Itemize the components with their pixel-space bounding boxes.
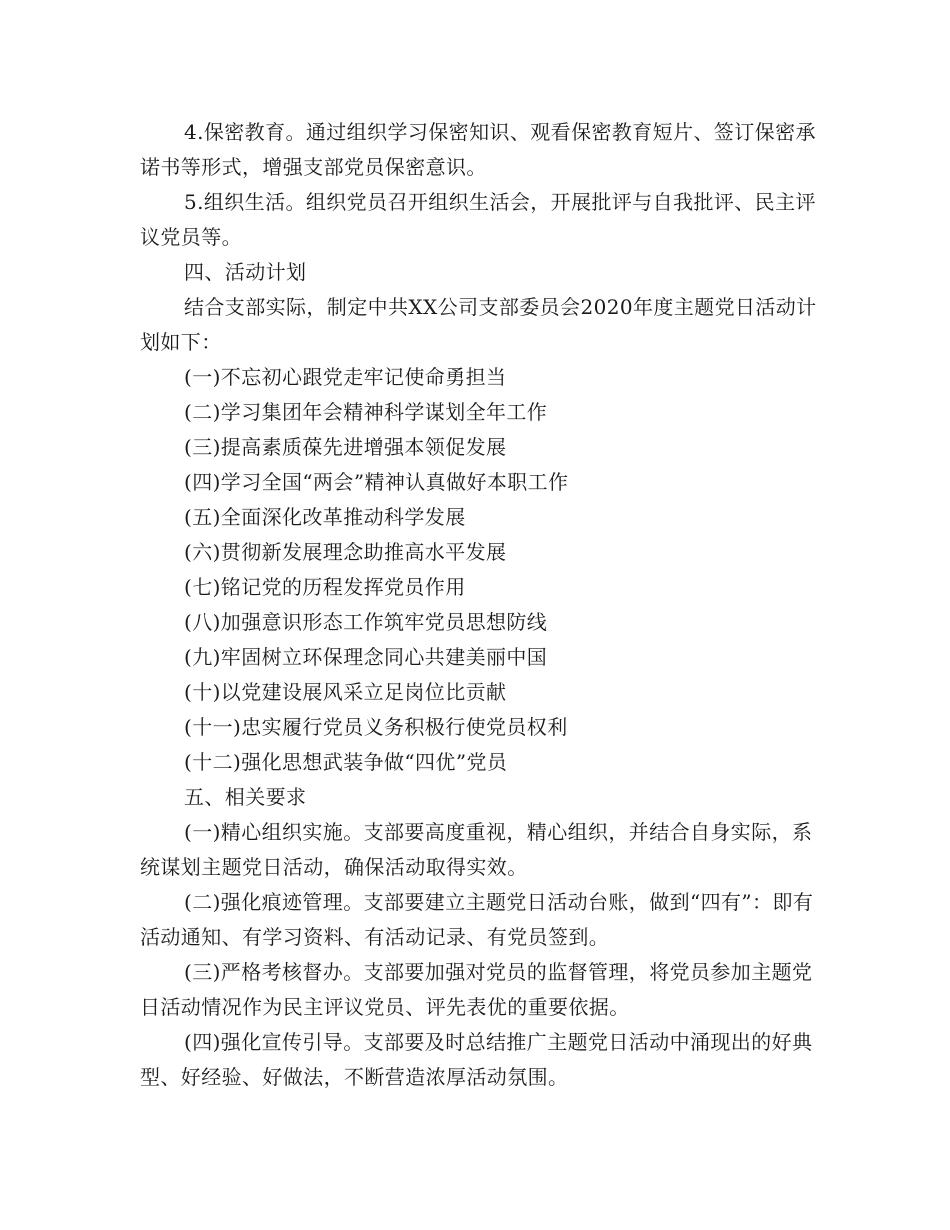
plan-item-8: (八)加强意识形态工作筑牢党员思想防线	[184, 610, 548, 634]
paragraph-organizational-life: 5.组织生活。组织党员召开组织生活会，开展批评与自我批评、民主评议党员等。	[140, 190, 816, 249]
paragraph-confidentiality-education: 4.保密教育。通过组织学习保密知识、观看保密教育短片、签订保密承诺书等形式，增强支部党员保密意识。	[140, 120, 816, 179]
plan-item-11: (十一)忠实履行党员义务积极行使党员权利	[184, 715, 568, 739]
requirement-2: (二)强化痕迹管理。支部要建立主题党日活动台账，做到“四有”：即有活动通知、有学习资料、有活动记录、有党员签到。	[140, 890, 814, 949]
plan-item-4: (四)学习全国“两会”精神认真做好本职工作	[184, 470, 569, 494]
requirement-4: (四)强化宣传引导。支部要及时总结推广主题党日活动中涌现出的好典型、好经验、好做法，不断营造浓厚活动氛围。	[140, 1030, 813, 1089]
plan-item-12: (十二)强化思想武装争做“四优”党员	[184, 750, 508, 774]
requirement-1: (一)精心组织实施。支部要高度重视，精心组织，并结合自身实际，系统谋划主题党日活动，确保活动取得实效。	[140, 820, 813, 879]
plan-item-5: (五)全面深化改革推动科学发展	[184, 505, 466, 529]
plan-item-7: (七)铭记党的历程发挥党员作用	[184, 575, 466, 599]
plan-item-3: (三)提高素质葆先进增强本领促发展	[184, 435, 507, 459]
plan-item-6: (六)贯彻新发展理念助推高水平发展	[184, 540, 507, 564]
requirement-3: (三)严格考核督办。支部要加强对党员的监督管理，将党员参加主题党日活动情况作为民主评议党员、评先表优的重要依据。	[140, 960, 813, 1019]
plan-item-2: (二)学习集团年会精神科学谋划全年工作	[184, 400, 548, 424]
plan-item-9: (九)牢固树立环保理念同心共建美丽中国	[184, 645, 548, 669]
paragraph-plan-intro: 结合支部实际，制定中共XX公司支部委员会2020年度主题党日活动计划如下：	[140, 295, 817, 354]
plan-item-10: (十)以党建设展风采立足岗位比贡献	[184, 680, 507, 704]
plan-item-1: (一)不忘初心跟党走牢记使命勇担当	[184, 365, 507, 389]
section-heading-requirements: 五、相关要求	[184, 785, 307, 809]
section-heading-activity-plan: 四、活动计划	[184, 260, 307, 284]
